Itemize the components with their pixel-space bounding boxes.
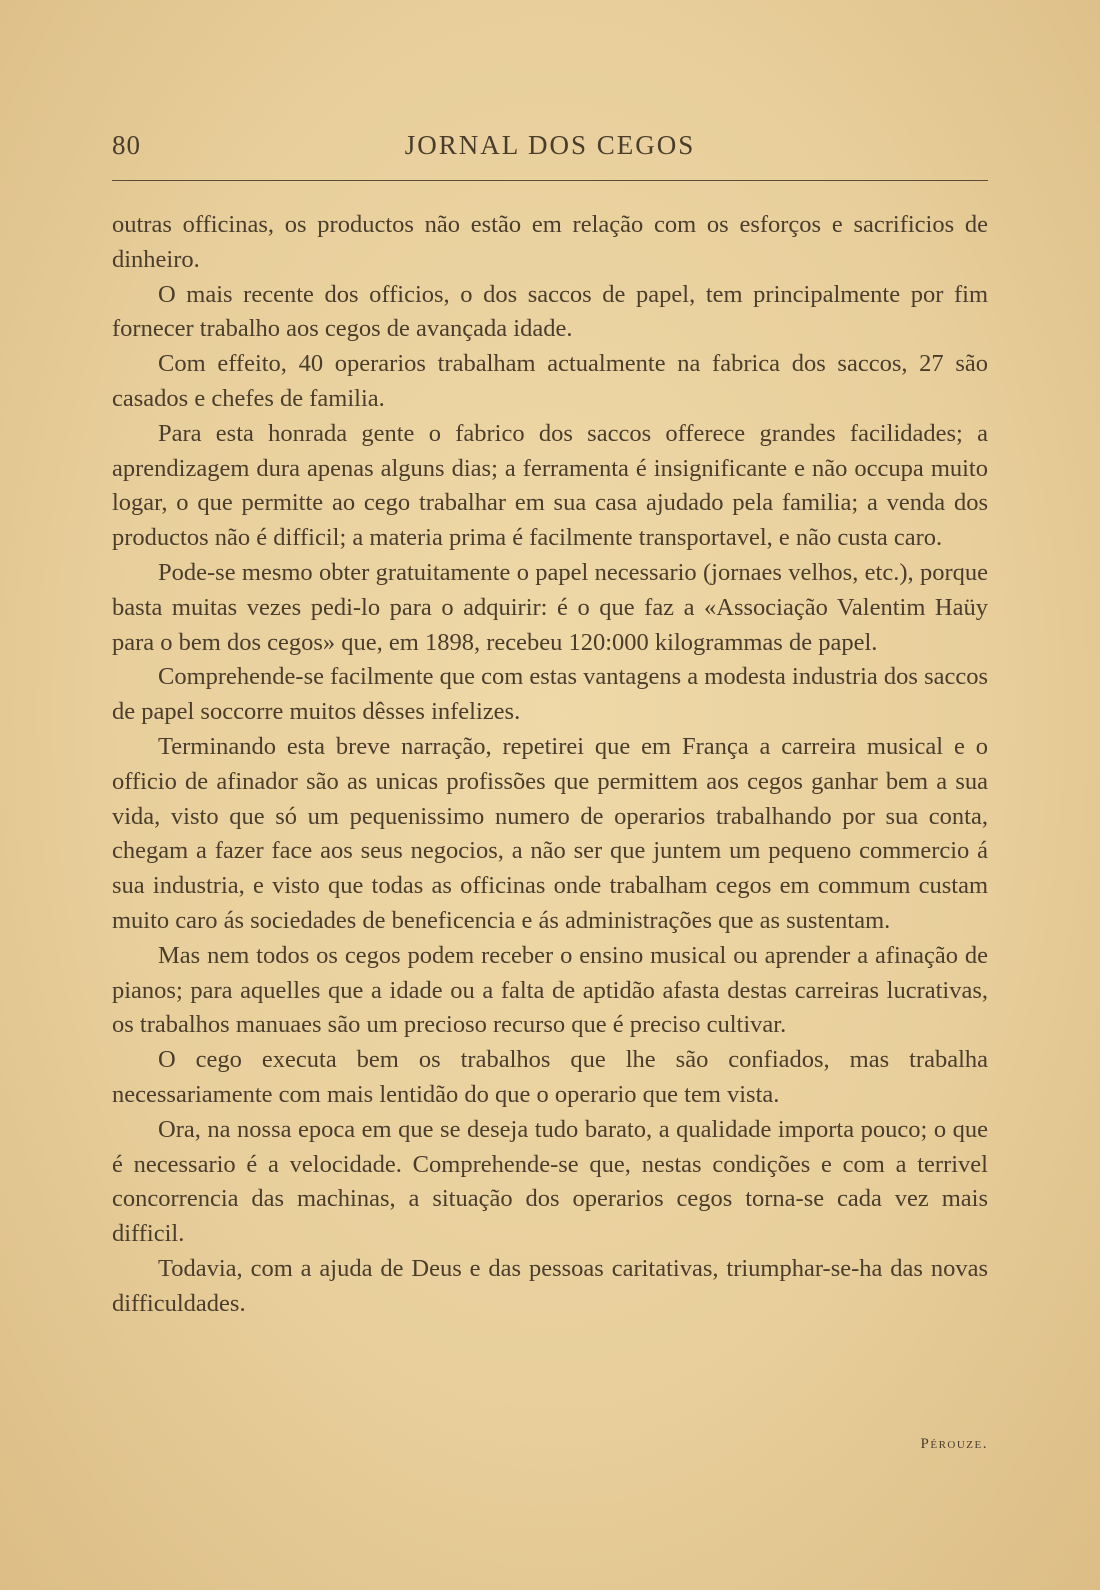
running-title: JORNAL DOS CEGOS (404, 130, 696, 160)
paragraph: O mais recente dos officios, o dos saccos de papel, tem principalmente por fim fornecer trabalho aos cegos de avançada idade. (112, 280, 988, 343)
page-header (112, 130, 988, 170)
article-body (112, 208, 988, 1322)
paragraph: Comprehende-se facilmente que com estas vantagens a modesta industria dos saccos de papel soccorre muitos dêsses infelizes. (112, 663, 989, 726)
paragraph: Terminando esta breve narração, repetirei que em França a carreira musical e o officio de afinador são as unicas profissões que permittem aos cegos ganhar bem a sua vida, visto que só um pequenissimo numero de operarios trabalhando por sua conta, chegam a fazer face aos seus negocios, a não ser que juntem um pequeno commercio á sua industria, e visto que todas as officinas onde trabalham cegos em commum custam muito caro ás sociedades de beneficencia e ás administrações que as sustentam. (112, 732, 988, 934)
page-number: 80 (112, 130, 141, 160)
author-signature: Pérouze. (920, 1436, 988, 1452)
paragraph: Pode-se mesmo obter gratuitamente o papel necessario (jornaes velhos, etc.), porque basta muitas vezes pedi-lo para o adquirir: é o que faz a «Associação Valentim Haüy para o bem dos cegos» que, em 1898, recebeu 120:000 kilogrammas de papel. (112, 558, 988, 656)
paragraph: Com effeito, 40 operarios trabalham actualmente na fabrica dos saccos, 27 são casados e chefes de familia. (112, 350, 988, 412)
header-rule (112, 180, 988, 181)
paragraph: Todavia, com a ajuda de Deus e das pessoas caritativas, triumphar-se-ha das novas difficuldades. (112, 1254, 988, 1317)
paragraph: Mas nem todos os cegos podem receber o ensino musical ou aprender a afinação de pianos; para aquelles que a idade ou a falta de aptidão afasta destas carreiras lucrativas, os trabalhos manuaes são um precioso recurso que é preciso cultivar. (112, 941, 988, 1039)
paragraph: Para esta honrada gente o fabrico dos saccos offerece grandes facilidades; a aprendizagem dura apenas alguns dias; a ferramenta é insignificante e não occupa muito logar, o que permitte ao cego trabalhar em sua casa ajudado pela familia; a venda dos productos não é difficil; a materia prima é facilmente transportavel, e não custa caro. (112, 419, 988, 552)
paragraph: Ora, na nossa epoca em que se deseja tudo barato, a qualidade importa pouco; o que é necessario é a velocidade. Comprehende-se que, nestas condições e com a terrivel concorrencia das machinas, a situação dos operarios cegos torna-se cada vez mais difficil. (112, 1115, 988, 1248)
paragraph: outras officinas, os productos não estão em relação com os esforços e sacrificios de dinheiro. (112, 211, 988, 273)
paragraph: O cego executa bem os trabalhos que lhe são confiados, mas trabalha necessariamente com mais lentidão do que o operario que tem vista. (112, 1046, 988, 1108)
